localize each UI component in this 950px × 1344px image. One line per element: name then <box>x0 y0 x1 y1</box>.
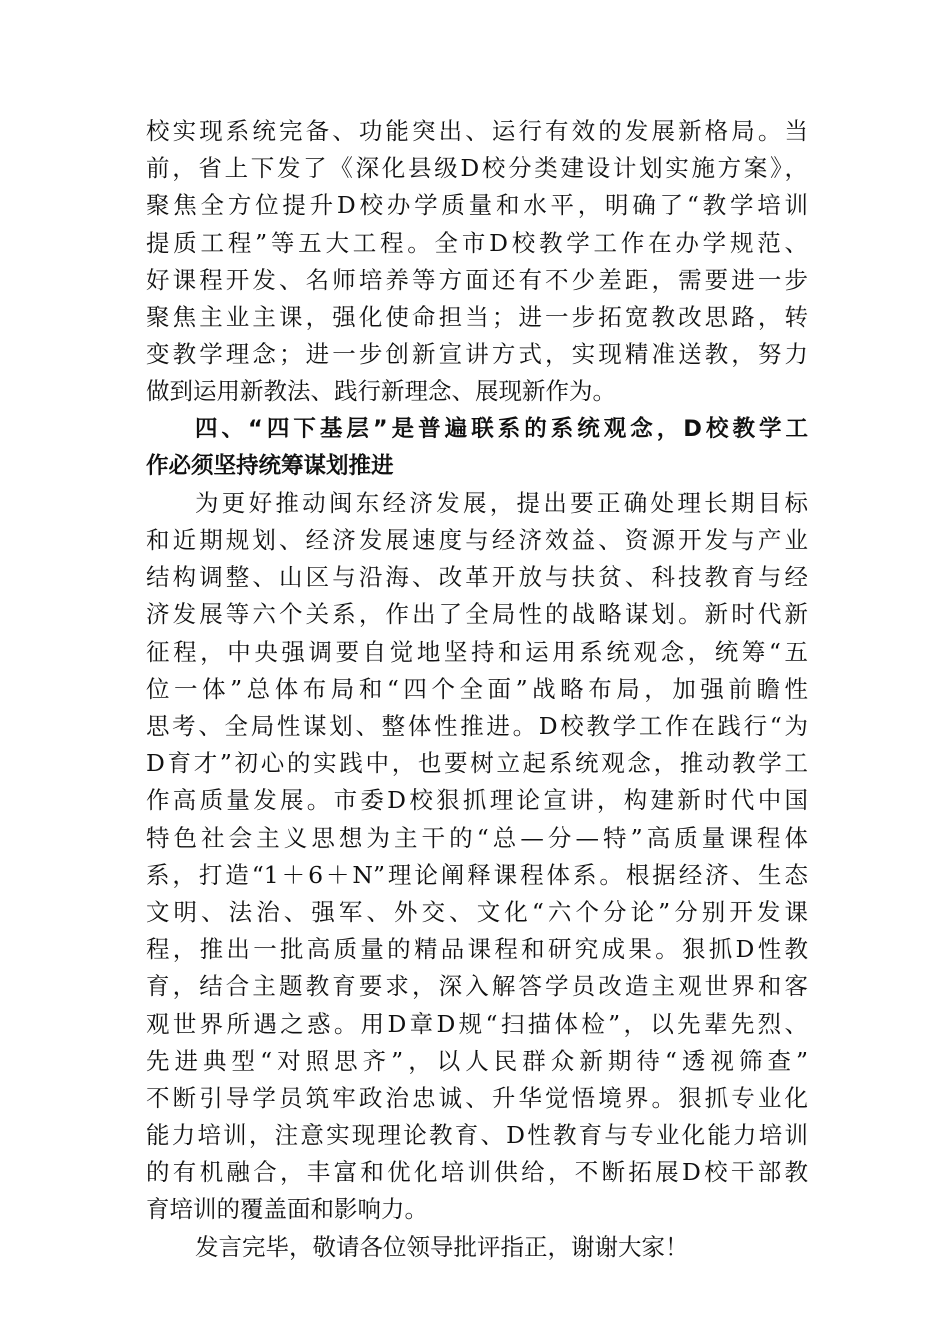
document-body <box>146 113 808 1266</box>
closing-paragraph <box>146 1229 808 1266</box>
text-line: 聚焦主业主课，强化使命担当；进一步拓宽教改思路，转 <box>146 302 808 331</box>
text-line: 育培训的覆盖面和影响力。 <box>146 1195 428 1224</box>
text-line: 文明、法治、强军、外交、文化“六个分论”分别开发课 <box>146 897 808 926</box>
text-line: 系，打造“1＋6＋N”理论阐释课程体系。根据经济、生态 <box>146 860 808 889</box>
text-line: 先进典型“对照思齐”，以人民群众新期待“透视筛查” <box>146 1046 808 1075</box>
text-line: 和近期规划、经济发展速度与经济效益、资源开发与产业 <box>146 526 808 555</box>
text-line: 结构调整、山区与沿海、改革开放与扶贫、科技教育与经 <box>146 563 808 592</box>
text-line: 程，推出一批高质量的精品课程和研究成果。狠抓D性教 <box>146 935 808 964</box>
text-line: 特色社会主义思想为主干的“总—分—特”高质量课程体 <box>146 823 808 852</box>
text-line: 聚焦全方位提升D校办学质量和水平，明确了“教学培训 <box>146 191 808 220</box>
text-line: 提质工程”等五大工程。全市D校教学工作在办学规范、 <box>146 228 808 257</box>
text-line: 好课程开发、名师培养等方面还有不少差距，需要进一步 <box>146 265 808 294</box>
heading-line: 作必须坚持统筹谋划推进 <box>146 452 394 479</box>
text-line: 发言完毕，敬请各位领导批评指正，谢谢大家！ <box>195 1232 689 1261</box>
text-line: 济发展等六个关系，作出了全局性的战略谋划。新时代新 <box>146 600 808 629</box>
text-line: 为更好推动闽东经济发展，提出要正确处理长期目标 <box>195 488 808 517</box>
text-line: 征程，中央强调要自觉地坚持和运用系统观念，统筹“五 <box>146 637 808 666</box>
text-line: 思考、全局性谋划、整体性推进。D校教学工作在践行“为 <box>146 712 808 740</box>
text-line: 的有机融合，丰富和优化培训供给，不断拓展D校干部教 <box>146 1158 808 1187</box>
text-line: 变教学理念；进一步创新宣讲方式，实现精准送教，努力 <box>146 340 808 369</box>
text-line: 观世界所遇之惑。用D章D规“扫描体检”，以先辈先烈、 <box>146 1009 808 1038</box>
heading-line: 四、“四下基层”是普遍联系的系统观念，D校教学工 <box>195 415 808 442</box>
text-line: 作高质量发展。市委D校狠抓理论宣讲，构建新时代中国 <box>146 786 808 815</box>
text-line: 位一体”总体布局和“四个全面”战略布局，加强前瞻性 <box>146 674 808 703</box>
text-line: 前，省上下发了《深化县级D校分类建设计划实施方案》， <box>146 154 808 183</box>
text-line: 做到运用新教法、践行新理念、展现新作为。 <box>146 377 616 406</box>
section-paragraph <box>146 485 808 1229</box>
paragraph-continuation <box>146 113 808 411</box>
text-line: D育才”初心的实践中，也要树立起系统观念，推动教学工 <box>146 749 808 778</box>
text-line: 能力培训，注意实现理论教育、D性教育与专业化能力培训 <box>146 1121 808 1150</box>
section-heading <box>146 411 808 485</box>
text-line: 育，结合主题教育要求，深入解答学员改造主观世界和客 <box>146 972 808 1001</box>
text-line: 不断引导学员筑牢政治忠诚、升华觉悟境界。狠抓专业化 <box>146 1083 808 1112</box>
text-line: 校实现系统完备、功能突出、运行有效的发展新格局。当 <box>146 117 808 145</box>
